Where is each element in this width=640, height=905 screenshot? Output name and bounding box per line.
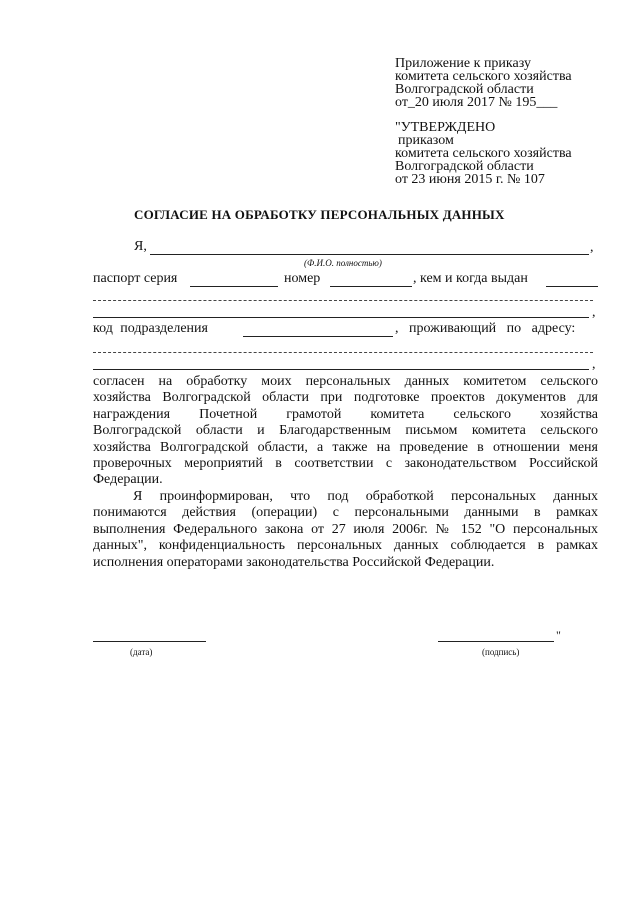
header-block [395, 57, 572, 109]
paragraph-line: данных", конфиденциальность персональных данных соблюдается в рамках [93, 538, 598, 554]
passport-issued-line [546, 286, 598, 287]
date-line [93, 641, 206, 642]
passport-series-line [190, 286, 278, 287]
signature-label: (подпись) [482, 647, 520, 657]
header-line: комитета сельского хозяйства [395, 69, 572, 84]
signature-quote: " [556, 628, 561, 642]
paragraph-line: понимаются действия (операции) с персональными данными в рамках [93, 505, 598, 521]
approved-line: от 23 июня 2015 г. № 107 [395, 172, 545, 187]
header-line: Приложение к приказу [395, 56, 531, 71]
blank-line [93, 300, 593, 301]
blank-line [93, 317, 589, 318]
header-line: от_20 июля 2017 № 195___ [395, 95, 558, 110]
i-label: Я, [134, 239, 147, 254]
passport-issued-label: , кем и когда выдан [413, 271, 528, 286]
passport-series-label: паспорт серия [93, 271, 178, 286]
residing-label: , проживающий по адресу: [395, 321, 576, 336]
date-label: (дата) [130, 647, 153, 657]
paragraph-line: награждения Почетной грамотой комитета сельского хозяйства [93, 406, 598, 422]
line-comma: , [592, 305, 596, 320]
information-paragraph [93, 489, 598, 571]
address-comma: , [592, 357, 596, 372]
document-title: СОГЛАСИЕ НА ОБРАБОТКУ ПЕРСОНАЛЬНЫХ ДАННЫХ [134, 207, 505, 222]
header-line: Волгоградской области [395, 82, 534, 97]
approved-block [395, 121, 572, 186]
approved-line: Волгоградской области [395, 159, 534, 174]
paragraph-line: Федерации. [93, 472, 163, 488]
consent-paragraph [93, 374, 598, 489]
fio-hint: (Ф.И.О. полностью) [304, 258, 382, 268]
approved-line: комитета сельского хозяйства [395, 146, 572, 161]
passport-number-label: номер [284, 271, 321, 286]
fio-field-line [150, 254, 589, 255]
approved-line: приказом [398, 133, 454, 148]
division-code-label: код подразделения [93, 321, 208, 336]
paragraph-line: проверочных мероприятий в соответствии с законодательством Российской [93, 456, 598, 472]
signature-line [438, 641, 554, 642]
paragraph-line: Я проинформирован, что под обработкой персональных данных [133, 489, 598, 504]
paragraph-line: выполнения Федерального закона от 27 июля 2006г. № 152 "О персональных [93, 521, 598, 537]
passport-number-line [330, 286, 412, 287]
address-line [93, 369, 589, 370]
address-line [93, 352, 593, 353]
paragraph-line: хозяйства Волгоградской области, а также на проведение в отношении меня [93, 439, 598, 455]
paragraph-line: исполнения операторами законодательства Российской Федерации. [93, 554, 495, 570]
division-code-line [243, 336, 393, 337]
paragraph-line: Волгоградской области и Благодарственным письмом комитета сельского [93, 423, 598, 439]
paragraph-line: хозяйства Волгоградской области при подготовке проектов документов для [93, 390, 598, 406]
fio-comma: , [590, 240, 594, 255]
approved-line: "УТВЕРЖДЕНО [395, 120, 496, 135]
paragraph-line: согласен на обработку моих персональных данных комитетом сельского [93, 374, 598, 389]
